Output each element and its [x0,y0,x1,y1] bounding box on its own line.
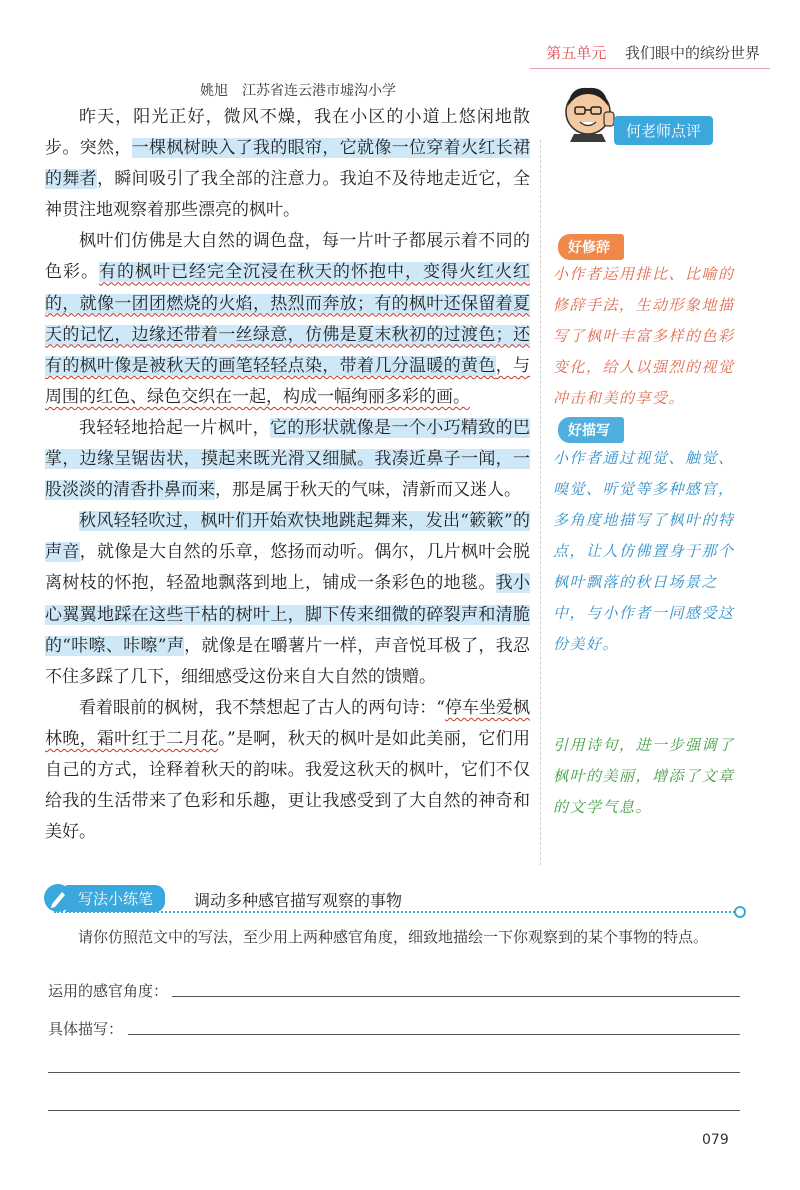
practice-label: 写法小练笔 [66,885,165,912]
page-number: 079 [702,1132,729,1148]
essay-paragraph-3: 我轻轻地拾起一片枫叶，它的形状就像是一个小巧精致的巴掌，边缘呈锯齿状，摸起来既光滑又细腻。我凑近鼻子一闻，一股淡淡的清香扑鼻而来，那是属于秋天的气味，清新而又迷人。 [45,417,531,501]
description-field-line[interactable] [48,1072,740,1073]
sense-angle-field[interactable] [172,996,740,997]
description-label: 具体描写： [48,1020,124,1038]
essay-body [45,102,530,848]
teacher-avatar-icon [560,82,620,142]
description-field-line[interactable] [48,1110,740,1111]
highlight: 它的形状就像是一个小巧精致的巴掌，边缘呈锯齿状，摸起来既光滑又细腻。 [45,417,531,470]
essay-paragraph-5: 看着眼前的枫树，我不禁想起了古人的两句诗：“停车坐爱枫林晚，霜叶红于二月花。”是啊，秋天的枫叶是如此美丽，它们用自己的方式，诠释着秋天的韵味。我爱这秋天的枫叶，它们不仅给我的生活带来了色彩和乐趣，更让我感受到了大自然的神奇和美好。 [45,697,531,843]
comment-description: 小作者通过视觉、触觉、嗅觉、听觉等多种感官，多角度地描写了枫叶的特点，让人仿佛置身于那个枫叶飘落的秋日场景之中，与小作者一同感受这份美好。 [553,449,735,653]
unit-label: 第五单元 [546,44,607,62]
comment-tag-description: 好描写 [558,417,624,443]
highlight: 我凑近鼻子一闻，一股淡淡的清香扑鼻而来 [45,449,531,501]
comment-tag-rhetoric: 好修辞 [558,234,624,260]
highlight: 我小心翼翼地踩在这些干枯的树叶上，脚下传来细微的碎裂声和清脆的“咔嚓、咔嚓”声 [45,573,531,656]
quoted-poem: 停车坐爱枫林晚，霜叶红于二月花 [45,697,530,749]
highlight: 秋风轻轻吹过，枫叶们开始欢快地跳起舞来，发出“簌簌”的声音 [45,511,530,563]
essay-paragraph-2: 枫叶们仿佛是大自然的调色盘，每一片叶子都展示着不同的色彩。有的枫叶已经完全沉浸在秋天的怀抱中，变得火红火红的，就像一团团燃烧的火焰，热烈而奔放；有的枫叶还保留着夏天的记忆，边缘还带着一丝绿意，仿佛是夏末秋初的过渡色；还有的枫叶像是被秋天的画笔轻轻点染，带着几分温暖的黄色，与周围的红色、绿色交织在一起，构成一幅绚丽多彩的画。 [45,231,531,407]
practice-prompt: 请你仿照范文中的写法，至少用上两种感官角度，细致地描绘一下你观察到的某个事物的特点。 [78,928,709,946]
essay-paragraph-1: 昨天，阳光正好，微风不燥，我在小区的小道上悠闲地散步。突然，一棵枫树映入了我的眼帘，它就像一位穿着火红长裙的舞者，瞬间吸引了我全部的注意力。我迫不及待地走近它，全神贯注地观察着那些漂亮的枫叶。 [45,107,531,221]
page-header [546,42,760,63]
comment-rhetoric: 小作者运用排比、比喻的修辞手法，生动形象地描写了枫叶丰富多样的色彩变化，给人以强烈的视觉冲击和美的享受。 [553,265,735,407]
author-line: 姚旭 江苏省连云港市墟沟小学 [200,83,396,99]
margin-divider [540,140,541,865]
comment-poem: 引用诗句，进一步强调了枫叶的美丽，增添了文章的文学气息。 [553,736,735,816]
header-divider [530,68,770,69]
teacher-comment-title: 何老师点评 [614,116,713,145]
highlight: 一棵枫树映入了我的眼帘，它就像一位穿着火红长裙的舞者 [45,138,531,190]
sense-angle-label: 运用的感官角度： [48,982,169,1000]
essay-paragraph-4: 秋风轻轻吹过，枫叶们开始欢快地跳起舞来，发出“簌簌”的声音，就像是大自然的乐章，悠扬而动听。偶尔，几片枫叶会脱离树枝的怀抱，轻盈地飘落到地上，铺成一条彩色的地毯。我小心翼翼地踩在这些干枯的树叶上，脚下传来细微的碎裂声和清脆的“咔嚓、咔嚓”声，就像是在嚼薯片一样，声音悦耳极了，我忍不住多踩了几下，细细感受这份来自大自然的馈赠。 [45,511,531,687]
description-field[interactable] [128,1034,740,1035]
practice-subtitle: 调动多种感官描写观察的事物 [194,891,403,910]
pen-icon [44,884,72,912]
practice-divider-end [734,906,746,918]
unit-theme: 我们眼中的缤纷世界 [624,44,760,62]
practice-section-header [44,884,744,914]
highlight: 有的枫叶已经完全沉浸在秋天的怀抱中，变得火红火红的，就像一团团燃烧的火焰，热烈而奔放；有的枫叶还保留着夏天的记忆，边缘还带着一丝绿意，仿佛是夏末秋初的过渡色；还有的枫叶像是被秋天的画笔轻轻点染，带着几分温暖的黄色 [45,262,530,376]
